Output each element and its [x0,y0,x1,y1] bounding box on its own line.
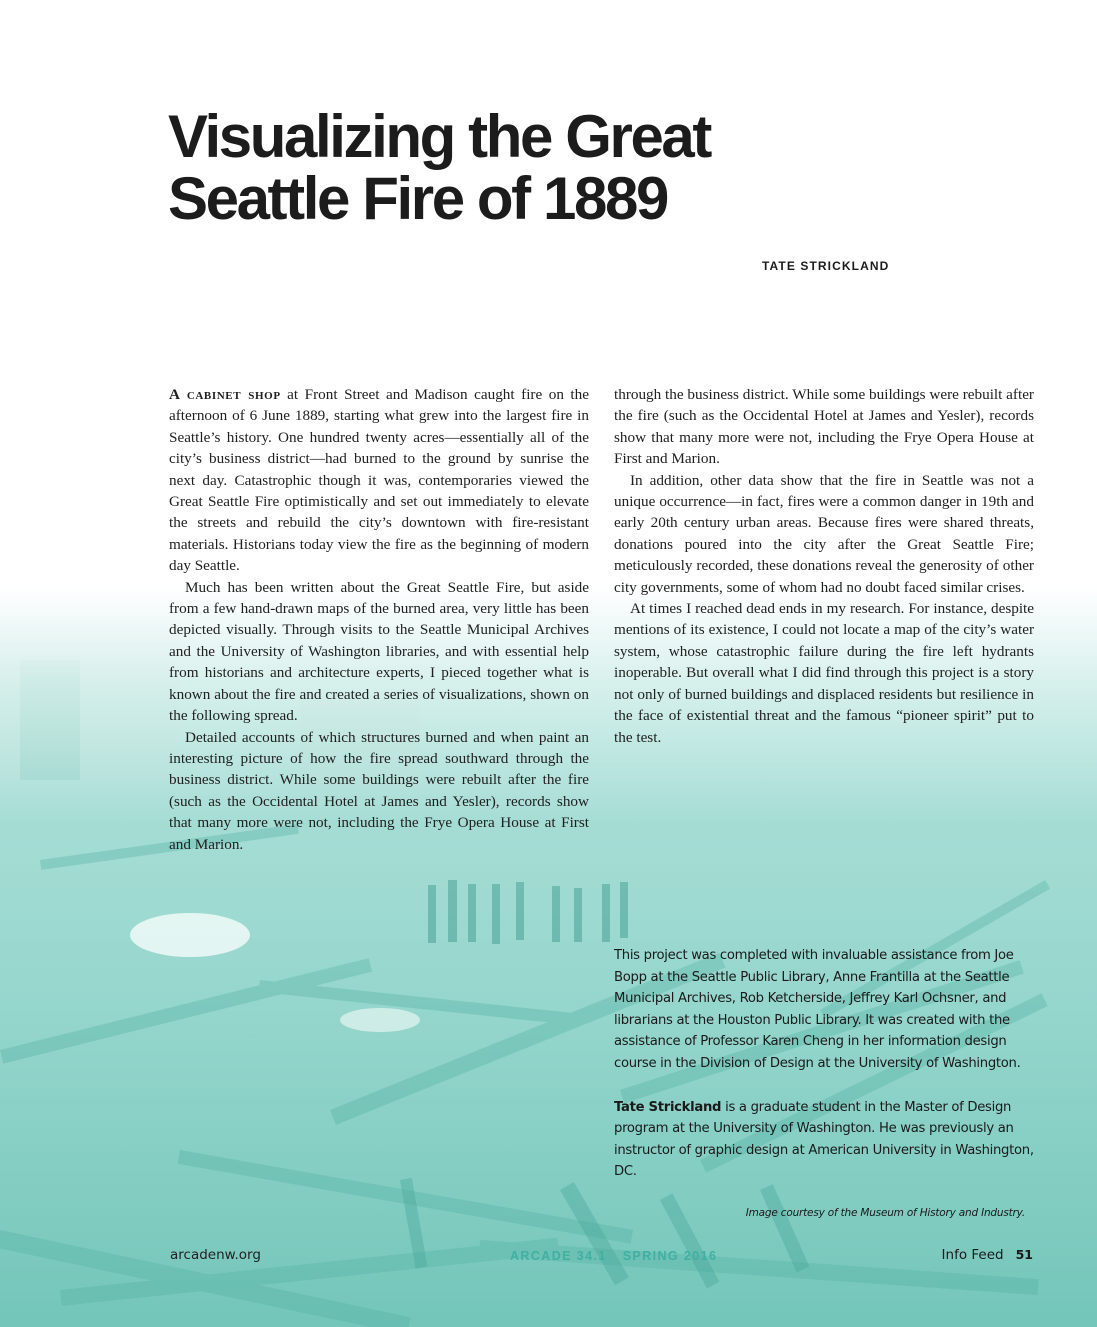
page-number: 51 [1015,1247,1033,1262]
title-line-1: Visualizing the Great [168,103,710,170]
paragraph-1-text: at Front Street and Madison caught fire on the afternoon of 6 June 1889, starting what grew into the largest fire in Seattle’s history. One hundred twenty acres—essentially all of the city’s business district—had burned to the ground by sunrise the next day. Catastrophic though it was, contemporaries viewed the Great Seattle Fire optimistically and set out immediately to elevate the streets and rebuild the city’s downtown with fire-resistant materials. Historians today view the fire as the beginning of modern day Seattle. [169,386,589,575]
paragraph-3-continued: through the business district. While some buildings were rebuilt after the fire (such as the Occidental Hotel at James and Yesler), records show that many more were not, including the Frye Opera House at First and Marion. [614,386,1034,468]
footer-section [942,1247,1033,1263]
issue-season: SPRING 2016 [622,1249,718,1263]
paragraph-2: Much has been written about the Great Seattle Fire, but aside from a few hand-drawn maps of the burned area, very little has been depicted visually. Through visits to the Seattle Municipal Archives and the University of Washington libraries, and with essential help from historians and architecture experts, I pieced together what is known about the fire and created a series of visualizations, shown on the following spread. [169,578,589,725]
article-title [168,103,788,232]
bio-text: is a graduate student in the Master of Design program at the University of Washington. He was previously an instructor of graphic design at American University in Washington, DC. [614,1099,1034,1180]
footer-website: arcadenw.org [170,1247,261,1263]
paragraph-3: Detailed accounts of which structures burned and when paint an interesting picture of how the fire spread southward through the business district. While some buildings were rebuilt after the fire (such as the Occidental Hotel at James and Yesler), records show that many more were not, including the Frye Opera House at First and Marion. [169,728,589,853]
lead-in: A cabinet shop [169,386,281,403]
image-credit: Image courtesy of the Museum of History and Industry. [745,1207,1025,1219]
author-byline: TATE STRICKLAND [762,259,890,273]
body-column-right [614,384,1034,748]
paragraph-5: At times I reached dead ends in my research. For instance, despite mentions of its existence, I could not locate a map of the city’s water system, whose catastrophic failure during the fire left hydrants inoperable. But overall what I did find through this project is a story not only of burned buildings and displaced residents but resilience in the face of existential threat and the famous “pioneer spirit” put to the test. [614,600,1034,746]
acknowledgement-text: This project was completed with invaluable assistance from Joe Bopp at the Seattle Public Library, Anne Frantilla at the Seattle Municipal Archives, Rob Ketcherside, Jeffrey Karl Ochsner, and librarians at the Houston Public Library. It was created with the assistance of Professor Karen Cheng in her information design course in the Division of Design at the University of Washington. [614,948,1021,1071]
section-name: Info Feed [941,1247,1004,1263]
title-line-2: Seattle Fire of 1889 [168,165,667,232]
acknowledgement-block [614,945,1034,1183]
paragraph-4: In addition, other data show that the fire in Seattle was not a unique occurrence—in fact, fires were a common danger in 19th and early 20th century urban areas. Because fires were shared threats, donations poured into the city after the Great Seattle Fire; meticulously recorded, these donations reveal the generosity of other city governments, some of whom had no doubt faced similar crises. [614,471,1034,596]
author-bio [614,1097,1034,1183]
body-column-left [169,384,589,853]
paragraph-1 [169,384,589,577]
bio-name: Tate Strickland [614,1099,722,1115]
issue-number: ARCADE 34.1 [510,1249,607,1263]
footer-issue [510,1249,717,1263]
